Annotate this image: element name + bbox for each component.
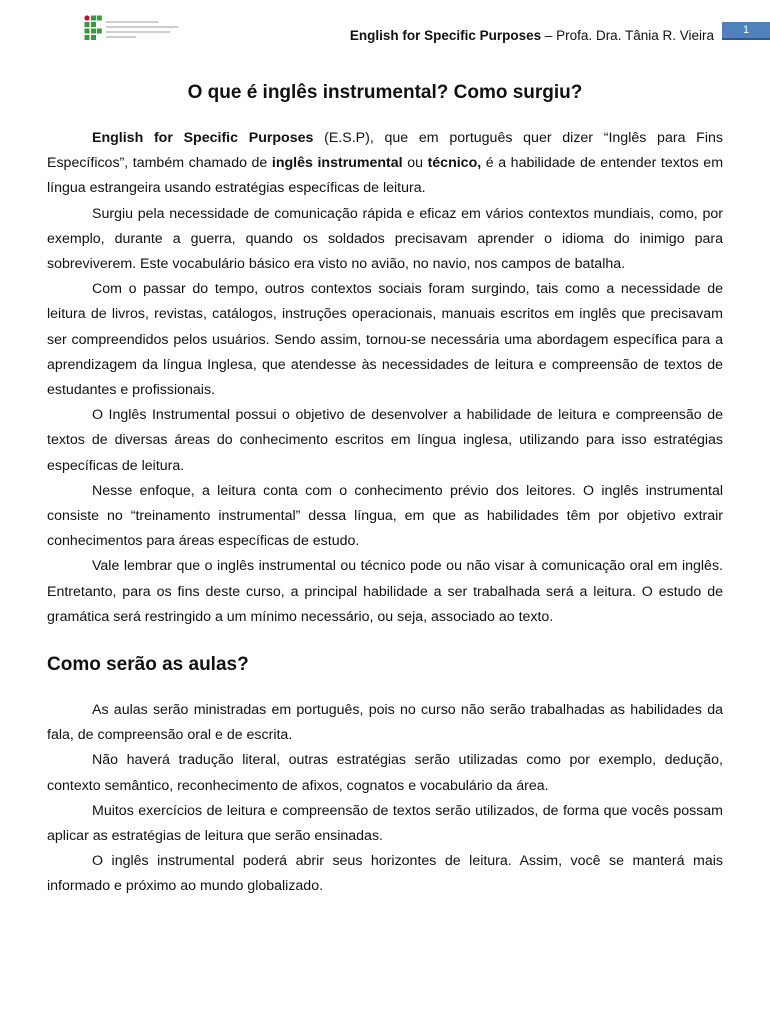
text-span: (E.S.P), que em português quer dizer “Inglês para Fins Específicos”, também chamado de xyxy=(47,130,723,172)
page-header xyxy=(350,28,714,43)
paragraph: O inglês instrumental poderá abrir seus horizontes de leitura. Assim, você se manterá mais informado e próximo ao mundo globalizado. xyxy=(47,853,723,895)
paragraph: Não haverá tradução literal, outras estratégias serão utilizadas como por exemplo, dedução, contexto semântico, reconhecimento de afixos, cognatos e vocabulário da área. xyxy=(47,752,723,794)
paragraph: Surgiu pela necessidade de comunicação rápida e eficaz em vários contextos mundiais, como, por exemplo, durante a guerra, quando os soldados precisavam aprender o idioma do inimigo para sobreviverem. Este vocabulário básico era visto no avião, no navio, nos campos de batalha. xyxy=(47,205,723,273)
page-number-underline xyxy=(722,38,770,40)
text-span: ou xyxy=(402,155,428,172)
paragraph: Vale lembrar que o inglês instrumental ou técnico pode ou não visar à comunicação oral em inglês. Entretanto, para os fins deste curso, a principal habilidade a ser trabalhada será a leitura. O estudo de gramática será restringido a um mínimo necessário, ou seja, associado ao texto. xyxy=(47,558,723,625)
section-title-classes: Como serão as aulas? xyxy=(47,654,249,676)
term-tecnico: técnico, xyxy=(427,155,482,172)
paragraph: Com o passar do tempo, outros contextos sociais foram surgindo, tais como a necessidade de leitura de livros, revistas, catálogos, instruções operacionais, manuais escritos em inglês que precisavam ser compreendidos pelos usuários. Sendo assim, tornou-se necessária uma abordagem específica para a aprendizagem da língua Inglesa, que atendesse às necessidades de leitura e compreensão de textos de estudantes e profissionais. xyxy=(47,281,723,399)
header-separator: – xyxy=(541,28,557,43)
document-body xyxy=(47,80,723,900)
header-author: Profa. Dra. Tânia R. Vieira xyxy=(556,28,714,43)
paragraph: Muitos exercícios de leitura e compreensão de textos serão utilizados, de forma que vocês possam aplicar as estratégias de leitura que serão ensinadas. xyxy=(47,802,723,845)
page-number: 1 xyxy=(722,22,770,38)
paragraph xyxy=(47,126,723,202)
term-esp: English for Specific Purposes xyxy=(92,130,314,146)
section-title-esp: O que é inglês instrumental? Como surgiu? xyxy=(187,82,583,103)
institute-logo-wordmark xyxy=(106,21,178,41)
institute-logo-icon xyxy=(84,15,102,41)
header-course: English for Specific Purposes xyxy=(349,28,542,43)
paragraph: O Inglês Instrumental possui o objetivo de desenvolver a habilidade de leitura e compreensão de textos de diversas áreas do conhecimento escritos em língua inglesa, utilizando para isso estratégias específicas de leitura. xyxy=(47,407,723,474)
institute-logo xyxy=(84,15,204,45)
term-instrumental: inglês instrumental xyxy=(271,155,403,172)
paragraph: Nesse enfoque, a leitura conta com o conhecimento prévio dos leitores. O inglês instrumental consiste no “treinamento instrumental” dessa língua, em que as habilidades têm por objetivo extrair conhecimentos para áreas específicas de estudo. xyxy=(47,482,723,550)
paragraph: As aulas serão ministradas em português, pois no curso não serão trabalhadas as habilidades da fala, de compreensão oral e de escrita. xyxy=(47,702,723,744)
text-span: é a habilidade de entender textos em língua estrangeira usando estratégias específicas de leitura. xyxy=(47,155,724,197)
